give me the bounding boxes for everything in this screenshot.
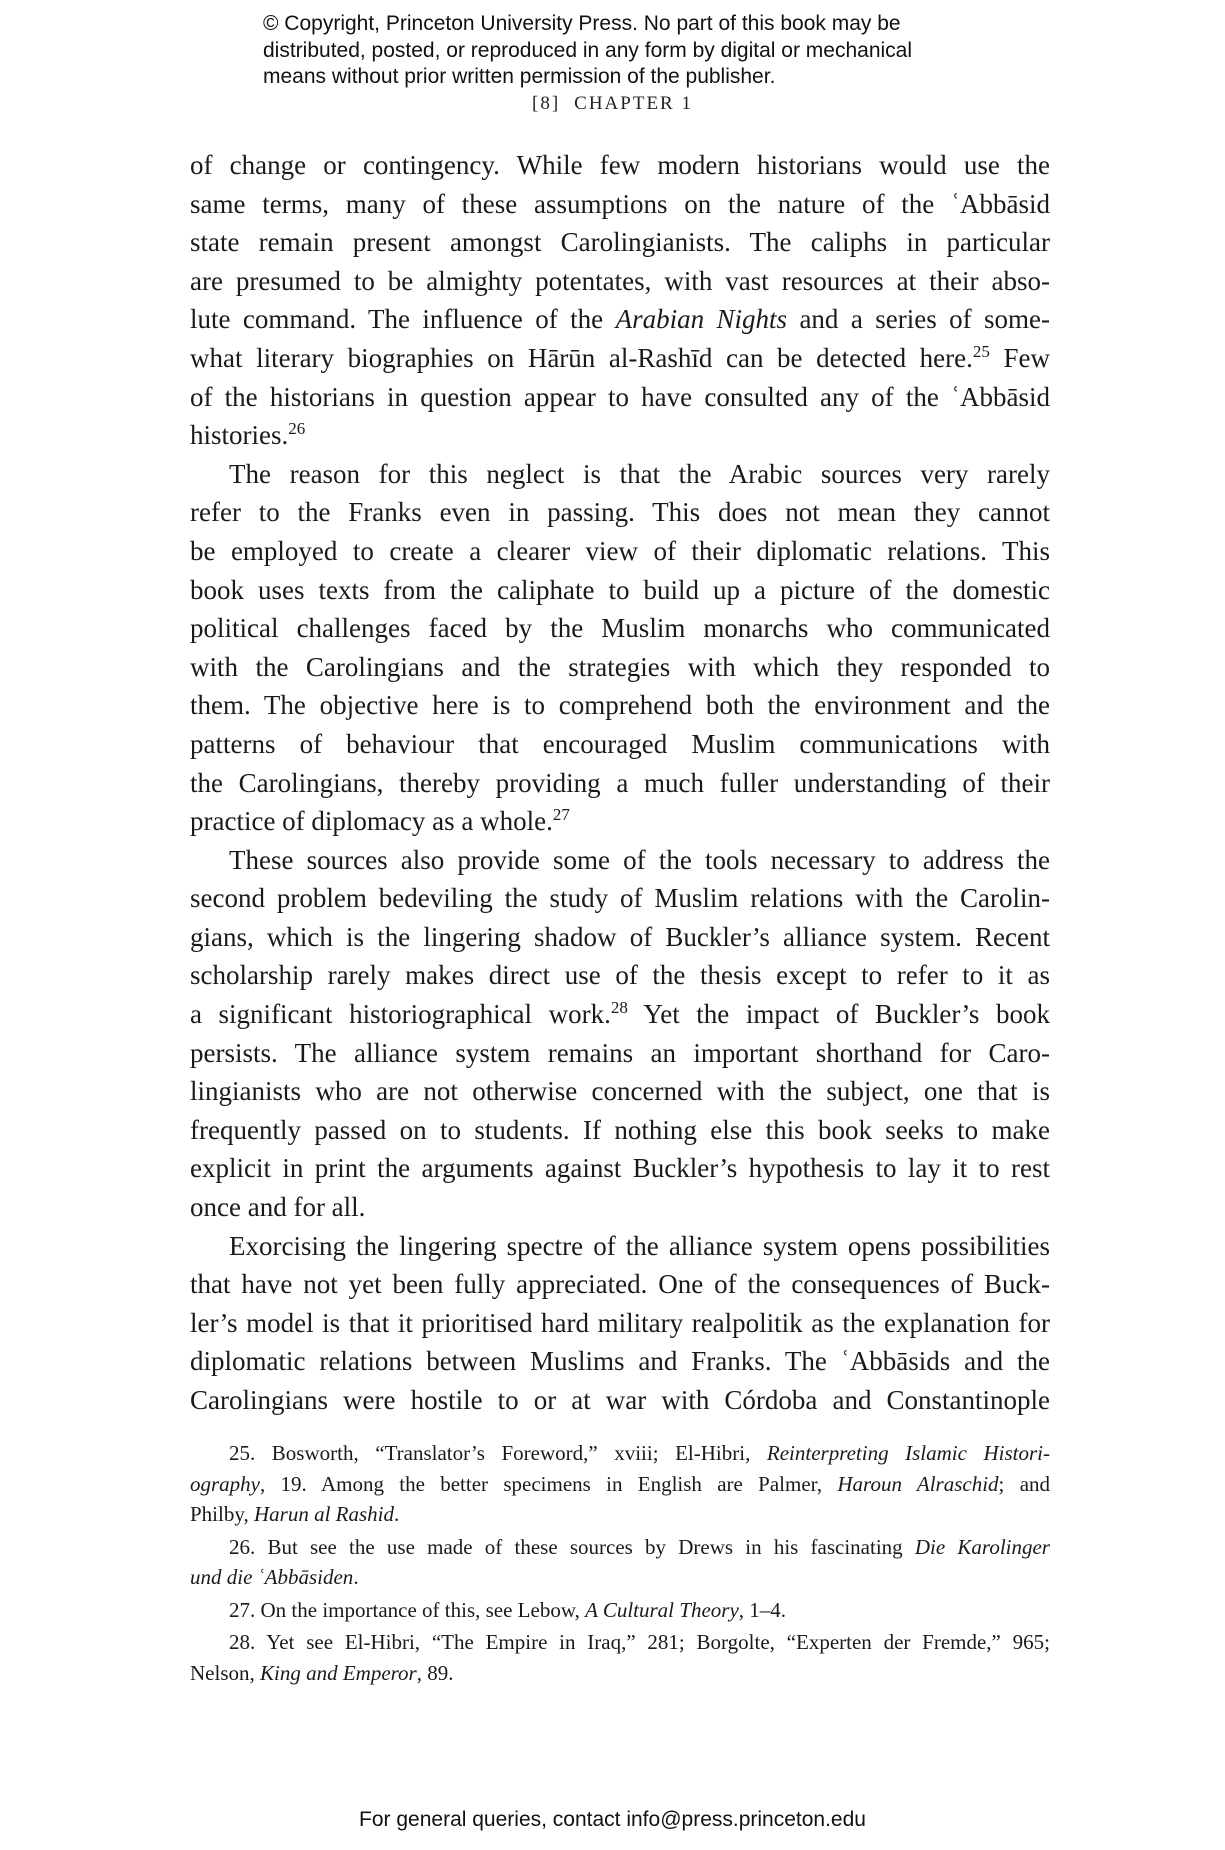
text-line: Carolingians were hostile to or at war with Córdoba and Constantinople [190, 1385, 1050, 1415]
text-line: are presumed to be almighty potentates, with vast resources at their abso- [190, 265, 1050, 296]
body-text [190, 146, 1050, 1420]
copyright-line: © Copyright, Princeton University Press. No part of this book may be [263, 12, 901, 35]
page-number: [8] [532, 93, 561, 114]
book-title: Haroun Alraschid [837, 1471, 999, 1496]
footnote-27 [190, 1595, 1050, 1626]
text-line: 28. Yet see El-Hibri, “The Empire in Iraq,” 281; Borgolte, “Experten der Fremde,” 965; [229, 1630, 1050, 1654]
paragraph [190, 146, 1050, 455]
text-line: the Carolingians, thereby providing a much fuller understanding of their [190, 767, 1050, 798]
text-line: frequently passed on to students. If nothing else this book seeks to make [190, 1114, 1050, 1145]
text-line: diplomatic relations between Muslims and Franks. The ʿAbbāsids and the [190, 1346, 1050, 1377]
text-line: once and for all. [190, 1192, 366, 1223]
book-title: ography [190, 1471, 260, 1496]
book-title: Arabian Nights [615, 304, 788, 335]
book-title: und die ʿAbbāsiden [190, 1565, 354, 1589]
text-line: same terms, many of these assumptions on the nature of the ʿAbbāsid [190, 188, 1050, 219]
footnote-ref[interactable]: 25 [972, 341, 990, 361]
text-line: The reason for this neglect is that the Arabic sources very rarely [229, 458, 1050, 489]
text-line: und die ʿAbbāsiden. [190, 1565, 359, 1589]
text-line: persists. The alliance system remains an important shorthand for Caro- [190, 1037, 1050, 1068]
text-line: 25. Bosworth, “Translator’s Foreword,” xviii; El-Hibri, Reinterpreting Islamic Histori- [229, 1441, 1050, 1465]
footnote-ref[interactable]: 28 [610, 998, 628, 1018]
text-line: These sources also provide some of the tools necessary to address the [229, 844, 1050, 875]
text-line: them. The objective here is to comprehend both the environment and the [190, 690, 1050, 721]
paragraph [190, 455, 1050, 841]
book-title: A Cultural Theory [585, 1597, 739, 1622]
footnote-ref[interactable]: 26 [288, 419, 306, 439]
text-line: explicit in print the arguments against Buckler’s hypothesis to lay it to rest [190, 1153, 1050, 1184]
footnotes [190, 1438, 1050, 1690]
text-line: scholarship rarely makes direct use of the thesis except to refer to it as [190, 960, 1050, 991]
text-line: Exorcising the lingering spectre of the alliance system opens possibilities [229, 1230, 1050, 1261]
text-line: of the historians in question appear to have consulted any of the ʿAbbāsid [190, 381, 1050, 412]
text-line: political challenges faced by the Muslim monarchs who communicated [190, 613, 1050, 644]
text-line: what literary biographies on Hārūn al-Rashīd can be detected here.$^{25}$ Few [190, 341, 1050, 373]
text-line: gians, which is the lingering shadow of Buckler’s alliance system. Recent [190, 921, 1050, 952]
text-line: lingianists who are not otherwise concerned with the subject, one that is [190, 1076, 1050, 1107]
copyright-notice [263, 11, 1023, 91]
text-line: state remain present amongst Carolingianists. The caliphs in particular [190, 227, 1050, 258]
text-line: Nelson, King and Emperor, 89. [190, 1660, 454, 1685]
paragraph [190, 1227, 1050, 1420]
book-title: Harun al Rashid [253, 1502, 394, 1526]
paragraph [190, 841, 1050, 1227]
text-line: a significant historiographical work.$^{28}$ Yet the impact of Buckler’s book [190, 998, 1050, 1030]
text-line: second problem bedeviling the study of Muslim relations with the Carolin- [190, 883, 1050, 914]
text-line: Philby, Harun al Rashid. [190, 1502, 400, 1526]
copyright-line: means without prior written permission of the publisher. [263, 65, 776, 88]
text-line: ler’s model is that it prioritised hard military realpolitik as the explanation for [190, 1307, 1050, 1338]
text-line: ography, 19. Among the better specimens in English are Palmer, Haroun Alraschid; and [190, 1471, 1051, 1496]
chapter-label: CHAPTER 1 [574, 93, 693, 114]
text-line: refer to the Franks even in passing. This does not mean they cannot [190, 497, 1050, 528]
text-line: with the Carolingians and the strategies with which they responded to [190, 651, 1050, 682]
footnote-25 [190, 1438, 1050, 1530]
copyright-line: distributed, posted, or reproduced in any form by digital or mechanical [263, 38, 913, 62]
text-line: that have not yet been fully appreciated. One of the consequences of Buck- [190, 1269, 1050, 1300]
text-line: 26. But see the use made of these sources by Drews in his fascinating Die Karolinger [229, 1534, 1050, 1559]
footnote-26 [190, 1532, 1050, 1593]
text-line: practice of diplomacy as a whole.$^{27}$ [190, 805, 570, 837]
text-line: book uses texts from the caliphate to build up a picture of the domestic [190, 574, 1050, 605]
text-line: be employed to create a clearer view of their diplomatic relations. This [190, 535, 1050, 566]
text-line: of change or contingency. While few modern historians would use the [190, 150, 1050, 180]
text-line: histories.$^{26}$ [190, 419, 306, 451]
running-head [0, 93, 1225, 115]
footnote-28 [190, 1627, 1050, 1688]
text-line: 27. On the importance of this, see Lebow, A Cultural Theory, 1–4. [229, 1597, 787, 1622]
footer-contact: For general queries, contact info@press.princeton.edu [359, 1808, 866, 1831]
book-title: Reinterpreting Islamic Histori- [766, 1441, 1050, 1465]
book-title: Die Karolinger [914, 1534, 1050, 1559]
text-line: lute command. The influence of the Arabian Nights and a series of some- [190, 304, 1050, 335]
text-line: patterns of behaviour that encouraged Muslim communications with [190, 728, 1050, 759]
book-title: King and Emperor [260, 1660, 417, 1685]
footnote-ref[interactable]: 27 [552, 805, 570, 825]
